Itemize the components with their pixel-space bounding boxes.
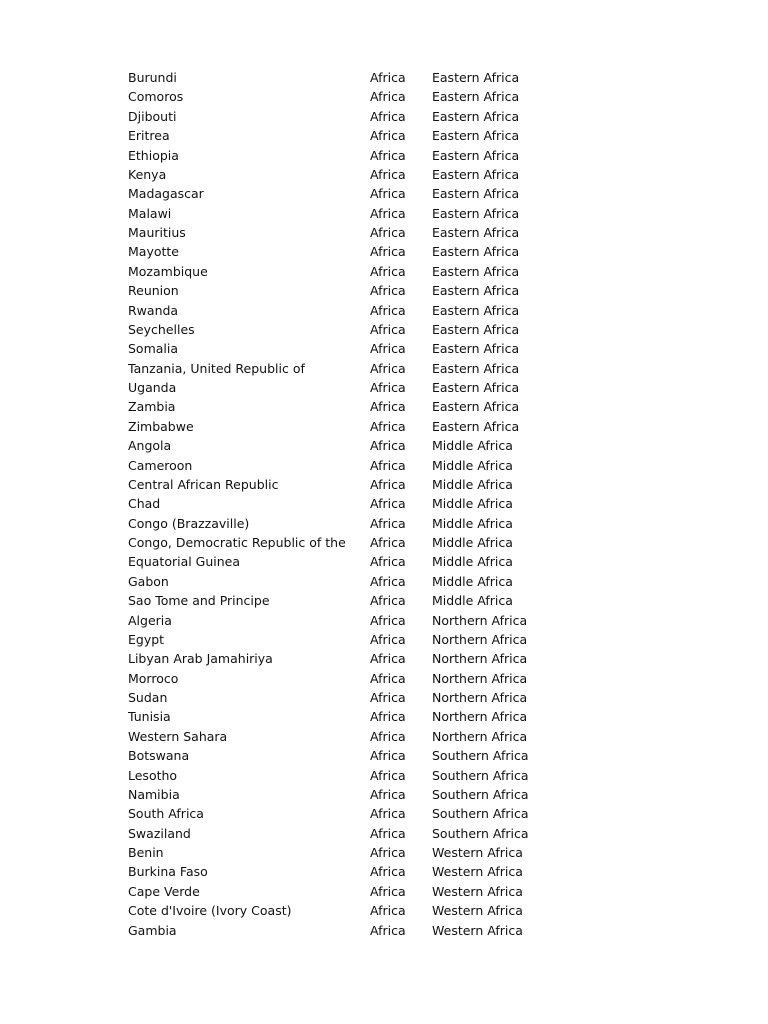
continent-cell: Africa xyxy=(370,166,406,182)
table-row xyxy=(128,727,572,746)
country-cell: Egypt xyxy=(128,631,165,647)
continent-cell: Africa xyxy=(370,554,406,570)
country-cell: Sudan xyxy=(128,690,168,705)
table-row xyxy=(128,126,572,145)
table-row xyxy=(128,397,572,416)
country-cell: Eritrea xyxy=(128,128,170,144)
country-cell: Somalia xyxy=(128,341,179,357)
country-cell: Algeria xyxy=(128,612,172,628)
region-cell: Northern Africa xyxy=(432,631,528,647)
region-cell: Northern Africa xyxy=(432,709,528,725)
region-cell: Middle Africa xyxy=(432,573,513,589)
country-cell: Cameroon xyxy=(128,457,193,473)
region-cell: Northern Africa xyxy=(432,690,528,705)
table-row xyxy=(128,766,572,785)
continent-cell: Africa xyxy=(370,728,406,744)
continent-cell: Africa xyxy=(370,845,406,860)
country-cell: Gambia xyxy=(128,922,177,938)
region-cell: Eastern Africa xyxy=(432,166,520,182)
country-cell: Angola xyxy=(128,438,172,454)
country-cell: Malawi xyxy=(128,205,172,221)
table-row xyxy=(128,552,572,571)
region-cell: Southern Africa xyxy=(432,806,529,822)
continent-cell: Africa xyxy=(370,767,406,783)
region-cell: Western Africa xyxy=(432,864,523,880)
country-cell: Swaziland xyxy=(128,825,191,841)
country-cell: Uganda xyxy=(128,380,177,395)
country-cell: Tanzania, United Republic of xyxy=(128,360,305,376)
continent-cell: Africa xyxy=(370,244,406,260)
region-cell: Eastern Africa xyxy=(432,147,520,163)
region-cell: Northern Africa xyxy=(432,670,528,686)
continent-cell: Africa xyxy=(370,786,406,802)
region-cell: Eastern Africa xyxy=(432,341,520,357)
region-cell: Eastern Africa xyxy=(432,128,520,144)
country-cell: Western Sahara xyxy=(128,728,228,744)
region-cell: Eastern Africa xyxy=(432,418,520,434)
region-cell: Middle Africa xyxy=(432,535,513,550)
continent-cell: Africa xyxy=(370,321,406,337)
table-row xyxy=(128,417,572,436)
continent-cell: Africa xyxy=(370,922,406,938)
table-row xyxy=(128,494,572,513)
country-cell: Seychelles xyxy=(128,321,195,337)
country-cell: Sao Tome and Principe xyxy=(128,593,270,609)
table-row xyxy=(128,475,572,494)
country-cell: Burkina Faso xyxy=(128,864,208,880)
country-cell: Ethiopia xyxy=(128,147,179,163)
region-cell: Eastern Africa xyxy=(432,360,520,376)
region-cell: Eastern Africa xyxy=(432,70,520,85)
continent-cell: Africa xyxy=(370,457,406,473)
country-cell: Congo (Brazzaville) xyxy=(128,515,250,531)
continent-cell: Africa xyxy=(370,515,406,531)
table-row xyxy=(128,921,572,940)
country-cell: Rwanda xyxy=(128,302,179,318)
table-row xyxy=(128,184,572,203)
continent-cell: Africa xyxy=(370,883,406,899)
continent-cell: Africa xyxy=(370,670,406,686)
country-cell: Madagascar xyxy=(128,186,204,202)
region-cell: Eastern Africa xyxy=(432,244,520,260)
table-row xyxy=(128,242,572,261)
continent-cell: Africa xyxy=(370,573,406,589)
continent-cell: Africa xyxy=(370,70,406,85)
country-cell: Central African Republic xyxy=(128,476,279,492)
table-row xyxy=(128,320,572,339)
region-cell: Middle Africa xyxy=(432,476,513,492)
table-row xyxy=(128,785,572,804)
country-cell: Burundi xyxy=(128,70,177,85)
continent-cell: Africa xyxy=(370,690,406,705)
table-row xyxy=(128,456,572,475)
table-row xyxy=(128,649,572,668)
table-row xyxy=(128,107,572,126)
country-cell: Mauritius xyxy=(128,225,186,240)
continent-cell: Africa xyxy=(370,186,406,202)
table-row xyxy=(128,223,572,242)
region-cell: Middle Africa xyxy=(432,515,513,531)
continent-cell: Africa xyxy=(370,825,406,841)
continent-cell: Africa xyxy=(370,263,406,279)
country-cell: Cote d'Ivoire (Ivory Coast) xyxy=(128,903,292,919)
table-row xyxy=(128,301,572,320)
country-cell: Djibouti xyxy=(128,108,177,124)
continent-cell: Africa xyxy=(370,748,406,764)
table-row xyxy=(128,882,572,901)
table-row xyxy=(128,359,572,378)
region-cell: Southern Africa xyxy=(432,767,529,783)
region-cell: Southern Africa xyxy=(432,786,529,802)
country-cell: Cape Verde xyxy=(128,883,200,899)
country-cell: Zimbabwe xyxy=(128,418,194,434)
region-cell: Western Africa xyxy=(432,922,523,938)
continent-cell: Africa xyxy=(370,593,406,609)
region-cell: Eastern Africa xyxy=(432,399,520,415)
table-row xyxy=(128,204,572,223)
table-row xyxy=(128,862,572,881)
region-cell: Eastern Africa xyxy=(432,321,520,337)
continent-cell: Africa xyxy=(370,612,406,628)
region-cell: Eastern Africa xyxy=(432,89,520,105)
region-cell: Eastern Africa xyxy=(432,108,520,124)
country-cell: Morroco xyxy=(128,670,179,686)
table-row xyxy=(128,630,572,649)
region-cell: Western Africa xyxy=(432,903,523,919)
country-cell: Equatorial Guinea xyxy=(128,554,241,570)
table-row xyxy=(128,165,572,184)
country-cell: Comoros xyxy=(128,89,184,105)
continent-cell: Africa xyxy=(370,205,406,221)
continent-cell: Africa xyxy=(370,283,406,299)
table-row xyxy=(128,146,572,165)
table-row xyxy=(128,688,572,707)
continent-cell: Africa xyxy=(370,651,406,667)
region-cell: Middle Africa xyxy=(432,554,513,570)
country-cell: Congo, Democratic Republic of the xyxy=(128,535,346,550)
region-cell: Eastern Africa xyxy=(432,225,520,240)
continent-cell: Africa xyxy=(370,89,406,105)
country-cell: Benin xyxy=(128,845,164,860)
table-row xyxy=(128,87,572,106)
continent-cell: Africa xyxy=(370,302,406,318)
continent-cell: Africa xyxy=(370,903,406,919)
table-row xyxy=(128,514,572,533)
continent-cell: Africa xyxy=(370,360,406,376)
country-cell: Namibia xyxy=(128,786,180,802)
table-row xyxy=(128,533,572,552)
region-cell: Middle Africa xyxy=(432,496,513,512)
region-cell: Northern Africa xyxy=(432,651,528,667)
country-cell: Kenya xyxy=(128,166,167,182)
table-body xyxy=(128,68,572,940)
continent-cell: Africa xyxy=(370,476,406,492)
table-row xyxy=(128,262,572,281)
continent-cell: Africa xyxy=(370,418,406,434)
region-cell: Middle Africa xyxy=(432,438,513,454)
table-row xyxy=(128,707,572,726)
region-cell: Eastern Africa xyxy=(432,263,520,279)
table-row xyxy=(128,436,572,455)
country-cell: Mozambique xyxy=(128,263,208,279)
table-row xyxy=(128,572,572,591)
continent-cell: Africa xyxy=(370,496,406,512)
table-row xyxy=(128,378,572,397)
country-cell: Tunisia xyxy=(128,709,171,725)
continent-cell: Africa xyxy=(370,225,406,240)
table-row xyxy=(128,669,572,688)
table-row xyxy=(128,281,572,300)
continent-cell: Africa xyxy=(370,380,406,395)
continent-cell: Africa xyxy=(370,108,406,124)
country-cell: Botswana xyxy=(128,748,190,764)
region-cell: Eastern Africa xyxy=(432,186,520,202)
continent-cell: Africa xyxy=(370,399,406,415)
continent-cell: Africa xyxy=(370,864,406,880)
continent-cell: Africa xyxy=(370,438,406,454)
table-row xyxy=(128,611,572,630)
table-row xyxy=(128,591,572,610)
country-cell: Zambia xyxy=(128,399,176,415)
region-cell: Eastern Africa xyxy=(432,302,520,318)
region-cell: Eastern Africa xyxy=(432,283,520,299)
region-cell: Southern Africa xyxy=(432,825,529,841)
country-region-table xyxy=(128,68,572,940)
country-cell: Lesotho xyxy=(128,767,178,783)
continent-cell: Africa xyxy=(370,147,406,163)
country-cell: South Africa xyxy=(128,806,204,822)
table-row xyxy=(128,901,572,920)
region-cell: Eastern Africa xyxy=(432,380,520,395)
continent-cell: Africa xyxy=(370,631,406,647)
region-cell: Northern Africa xyxy=(432,728,528,744)
region-cell: Western Africa xyxy=(432,883,523,899)
region-cell: Northern Africa xyxy=(432,612,528,628)
country-cell: Libyan Arab Jamahiriya xyxy=(128,651,273,667)
country-cell: Mayotte xyxy=(128,244,179,260)
country-cell: Reunion xyxy=(128,283,179,299)
table-row xyxy=(128,746,572,765)
continent-cell: Africa xyxy=(370,535,406,550)
table-row xyxy=(128,824,572,843)
continent-cell: Africa xyxy=(370,341,406,357)
continent-cell: Africa xyxy=(370,806,406,822)
continent-cell: Africa xyxy=(370,709,406,725)
table-row xyxy=(128,843,572,862)
table-row xyxy=(128,804,572,823)
region-cell: Eastern Africa xyxy=(432,205,520,221)
country-cell: Gabon xyxy=(128,573,169,589)
region-cell: Western Africa xyxy=(432,845,523,860)
country-cell: Chad xyxy=(128,496,161,512)
table-row xyxy=(128,339,572,358)
continent-cell: Africa xyxy=(370,128,406,144)
table-row xyxy=(128,68,572,87)
region-cell: Middle Africa xyxy=(432,593,513,609)
region-cell: Southern Africa xyxy=(432,748,529,764)
region-cell: Middle Africa xyxy=(432,457,513,473)
